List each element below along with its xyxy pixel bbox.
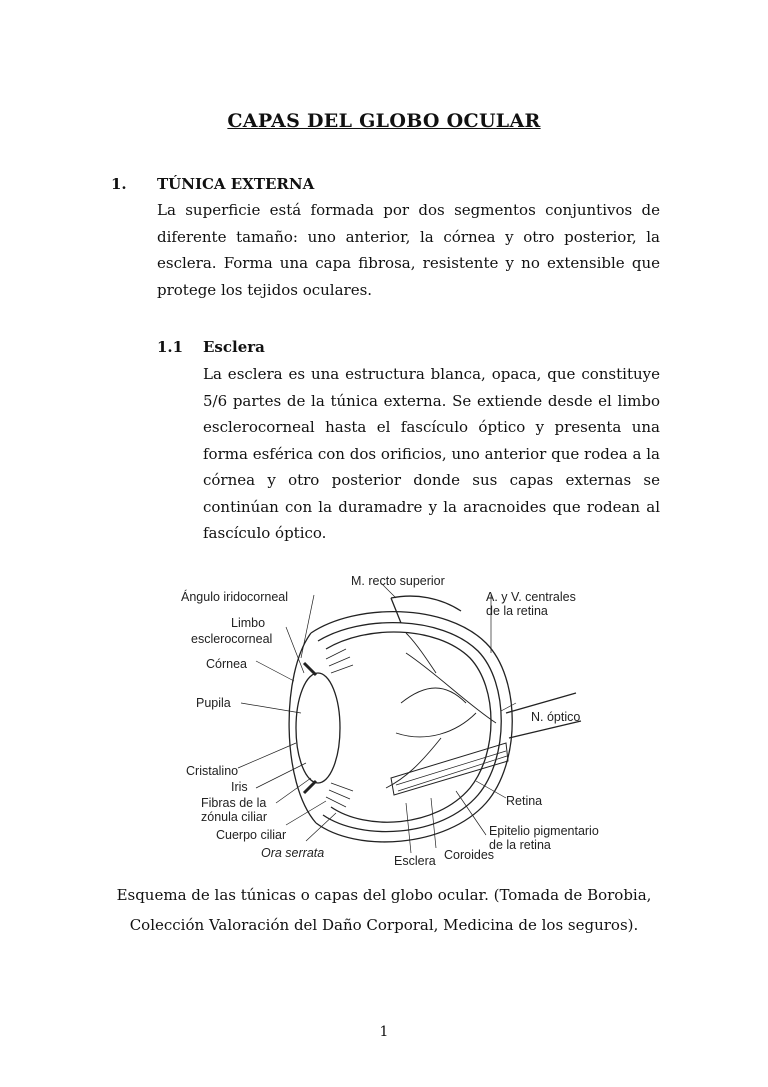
label-cornea: Córnea bbox=[206, 657, 247, 671]
label-pupila: Pupila bbox=[196, 696, 231, 710]
section-1-number: 1. bbox=[111, 175, 127, 193]
figure-caption bbox=[0, 880, 768, 940]
label-limbo: Limbo bbox=[231, 616, 266, 630]
label-coroides: Coroides bbox=[444, 848, 495, 862]
subsection-1-1-paragraph: La esclera es una estructura blanca, opaca, que constituye 5/6 partes de la túnica externa. Se extiende desde el limbo esclerocorneal hasta el fascículo óptico y presenta una forma esférica con dos orificios, uno anterior que rodea a la córnea y otro posterior donde sus capas externas se continúan con la duramadre y la aracnoides que rodean al fascículo óptico. bbox=[203, 365, 660, 542]
label-av-1: A. y V. centrales bbox=[486, 590, 576, 604]
eye-diagram bbox=[176, 563, 616, 868]
label-fibras-1: Fibras de la bbox=[201, 796, 267, 810]
label-iris: Iris bbox=[231, 780, 248, 794]
label-epitelio-2: de la retina bbox=[489, 838, 551, 852]
label-epitelio-1: Epitelio pigmentario bbox=[489, 824, 599, 838]
page-title: CAPAS DEL GLOBO OCULAR bbox=[227, 110, 541, 132]
label-retina: Retina bbox=[506, 794, 543, 808]
label-m-recto-superior: M. recto superior bbox=[351, 574, 445, 588]
label-angulo-iridocorneal: Ángulo iridocorneal bbox=[181, 590, 289, 604]
label-esclerocorneal: esclerocorneal bbox=[191, 632, 273, 646]
subsection-1-1-heading: Esclera bbox=[203, 338, 265, 356]
caption-line-1: Esquema de las túnicas o capas del globo ocular. (Tomada de Borobia, bbox=[116, 886, 652, 904]
label-av-2: de la retina bbox=[486, 604, 548, 618]
label-cristalino: Cristalino bbox=[186, 764, 239, 778]
label-n-optico: N. óptico bbox=[531, 710, 581, 724]
lens-shape bbox=[296, 673, 340, 783]
page-number: 1 bbox=[379, 1024, 389, 1040]
choroid-outline bbox=[318, 623, 501, 832]
layer-section bbox=[391, 743, 508, 795]
cornea-outline bbox=[289, 633, 316, 823]
section-1-paragraph: La superficie está formada por dos segmentos conjuntivos de diferente tamaño: uno anterior, la córnea y otro posterior, la esclera. Forma una capa fibrosa, resistente y no extensible que protege los tejidos oculares. bbox=[157, 201, 660, 299]
label-ora-serrata: Ora serrata bbox=[261, 846, 325, 860]
caption-line-2: Colección Valoración del Daño Corporal, Medicina de los seguros). bbox=[129, 916, 639, 934]
section-1-heading: TÚNICA EXTERNA bbox=[157, 175, 315, 193]
label-fibras-2: zónula ciliar bbox=[201, 810, 268, 824]
subsection-1-1-number: 1.1 bbox=[157, 338, 184, 356]
sclera-outline bbox=[311, 612, 512, 842]
label-cuerpo-ciliar: Cuerpo ciliar bbox=[216, 828, 287, 842]
superior-rectus bbox=[391, 596, 461, 623]
label-esclera: Esclera bbox=[394, 854, 436, 868]
retina-outline bbox=[326, 632, 491, 822]
